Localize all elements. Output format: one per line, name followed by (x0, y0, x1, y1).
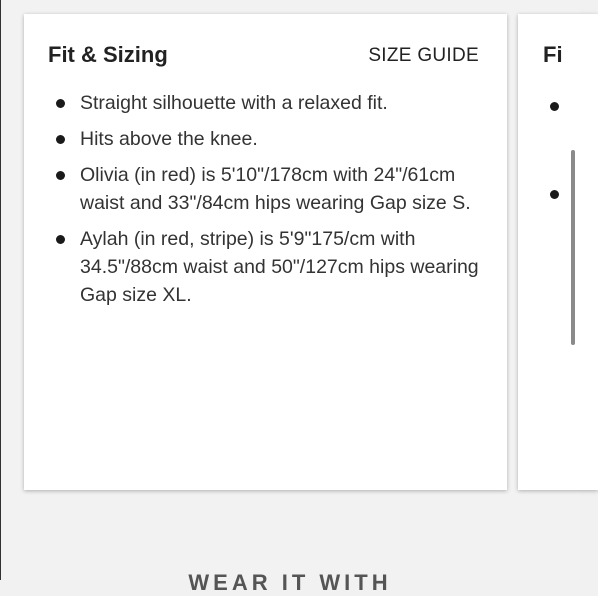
bullet-icon (550, 190, 559, 199)
next-card-partial[interactable] (518, 14, 598, 490)
bullet-icon (56, 235, 65, 244)
bullet-text: Olivia (in red) is 5'10"/178cm with 24"/61cm waist and 33"/84cm hips wearing Gap size S. (80, 164, 471, 214)
bullet-text: Hits above the knee. (80, 128, 258, 150)
bullet-icon (56, 135, 65, 144)
scrollbar[interactable] (571, 150, 575, 345)
bullet-text: Aylah (in red, stripe) is 5'9"175/cm with 34.5"/88cm waist and 50"/127cm hips wearing Gap size XL. (80, 228, 479, 306)
bullet-icon (56, 171, 65, 180)
next-card-title: Fi (543, 42, 563, 67)
size-guide-link[interactable]: SIZE GUIDE (368, 45, 479, 66)
bullet-text: Straight silhouette with a relaxed fit. (80, 92, 388, 114)
left-border (0, 0, 1, 580)
list-item (48, 225, 488, 309)
bullet-icon (56, 99, 65, 108)
list-item (48, 125, 488, 153)
list-item (48, 161, 488, 217)
fit-sizing-card (24, 14, 507, 490)
fit-bullet-list (48, 89, 488, 317)
bullet-icon (550, 102, 559, 111)
wear-it-with-heading: WEAR IT WITH (188, 570, 392, 595)
list-item (48, 89, 488, 117)
card-title: Fit & Sizing (48, 42, 168, 67)
